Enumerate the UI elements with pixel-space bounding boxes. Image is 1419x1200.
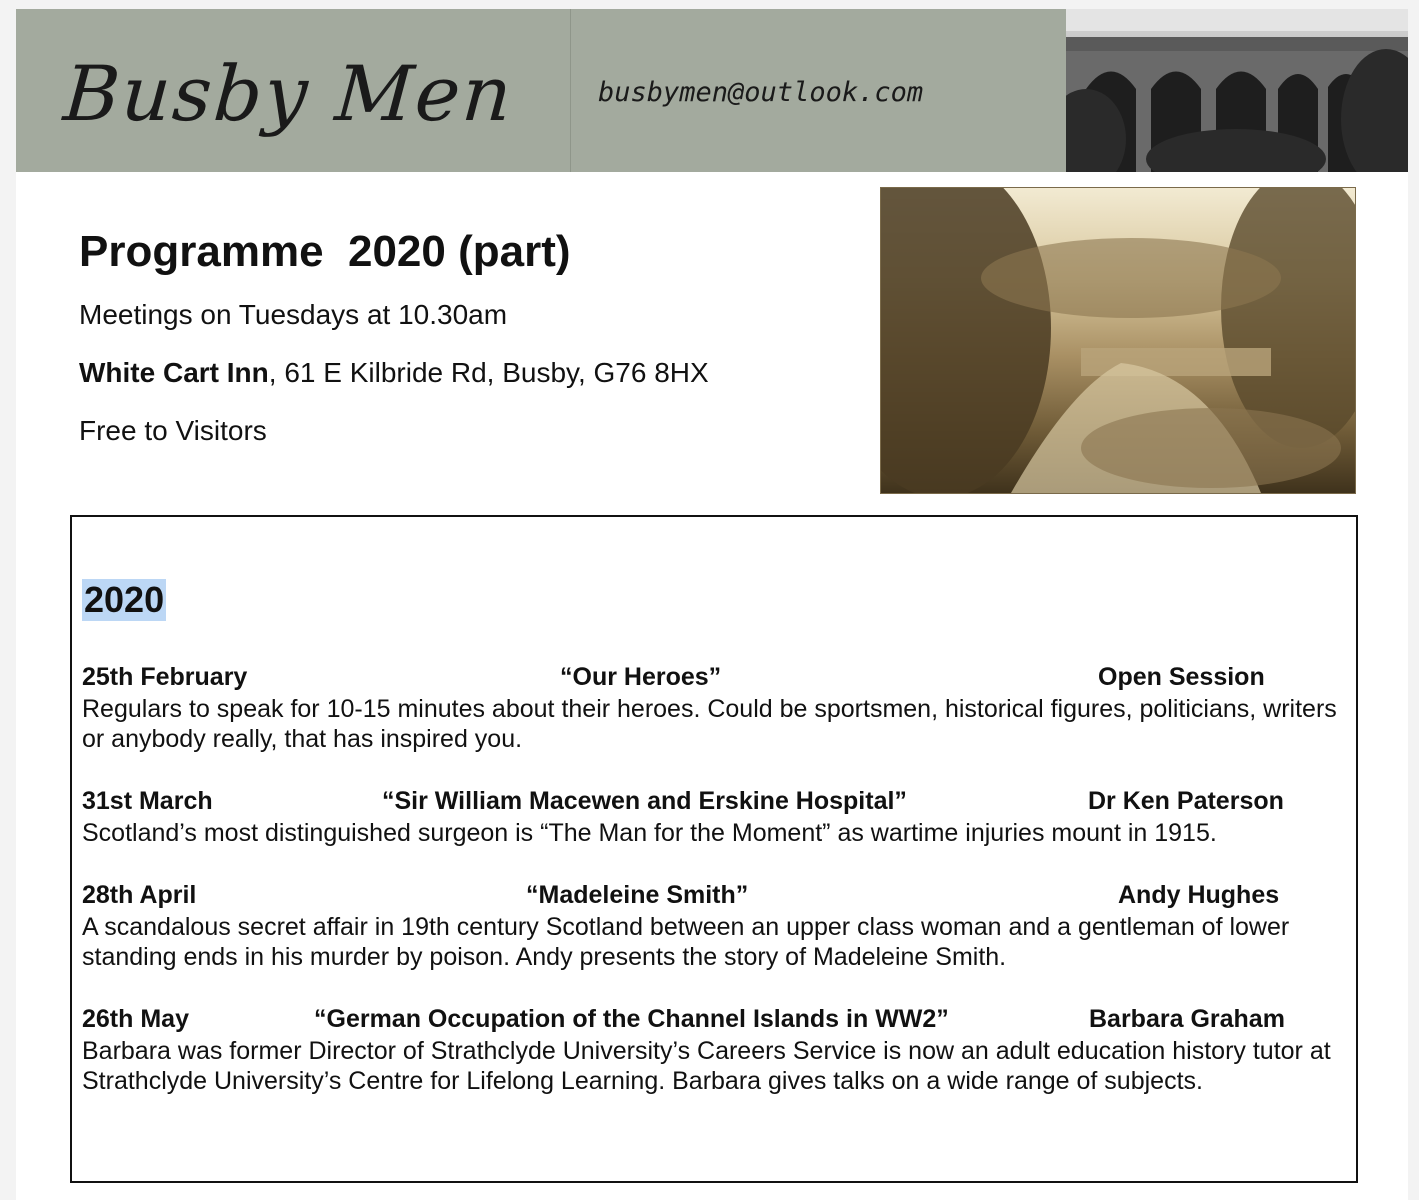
event-item xyxy=(82,881,1346,972)
event-date: 28th April xyxy=(82,881,197,909)
event-title: “Madeleine Smith” xyxy=(526,881,749,909)
page-title: Programme 2020 (part) xyxy=(79,227,571,276)
document-page xyxy=(16,9,1408,1200)
event-date: 31st March xyxy=(82,787,213,815)
header-divider xyxy=(570,9,571,172)
event-speaker: Dr Ken Paterson xyxy=(1088,787,1284,815)
event-speaker: Barbara Graham xyxy=(1089,1005,1285,1033)
event-item xyxy=(82,787,1346,848)
event-header xyxy=(82,787,1346,818)
venue-name: White Cart Inn xyxy=(79,357,269,388)
meeting-time: Meetings on Tuesdays at 10.30am xyxy=(79,299,508,330)
event-date: 26th May xyxy=(82,1005,189,1033)
header-band xyxy=(16,9,1408,172)
venue-address: , 61 E Kilbride Rd, Busby, G76 8HX xyxy=(268,357,709,388)
event-title: “German Occupation of the Channel Islands in WW2” xyxy=(314,1005,949,1033)
contact-email[interactable]: busbymen@outlook.com xyxy=(598,77,924,108)
visitor-note: Free to Visitors xyxy=(79,415,267,446)
site-logo: Busby Men xyxy=(60,49,517,138)
event-title: “Sir William Macewen and Erskine Hospital” xyxy=(382,787,907,815)
event-date: 25th February xyxy=(82,663,248,691)
event-description: A scandalous secret affair in 19th century Scotland between an upper class woman and a gentleman of lower standing ends in his murder by poison. Andy presents the story of Madeleine Smith. xyxy=(82,913,1290,971)
event-header xyxy=(82,663,1346,694)
event-title: “Our Heroes” xyxy=(560,663,722,691)
river-photo xyxy=(880,187,1356,494)
programme-box xyxy=(70,515,1358,1183)
venue-line xyxy=(79,357,709,389)
event-speaker: Open Session xyxy=(1098,663,1265,691)
event-header xyxy=(82,1005,1346,1036)
event-item xyxy=(82,663,1346,754)
event-speaker: Andy Hughes xyxy=(1118,881,1280,909)
event-description: Scotland’s most distinguished surgeon is “The Man for the Moment” as wartime injuries mount in 1915. xyxy=(82,819,1217,847)
event-item xyxy=(82,1005,1346,1096)
event-header xyxy=(82,881,1346,912)
event-description: Barbara was former Director of Strathclyde University’s Careers Service is now an adult education history tutor at Strathclyde University’s Centre for Lifelong Learning. Barbara gives talks on a wide range of subjects. xyxy=(82,1037,1331,1095)
event-description: Regulars to speak for 10-15 minutes about their heroes. Could be sportsmen, historical figures, politicians, writers or anybody really, that has inspired you. xyxy=(82,695,1337,753)
viaduct-photo xyxy=(1066,9,1408,172)
year-heading: 2020 xyxy=(84,579,165,620)
